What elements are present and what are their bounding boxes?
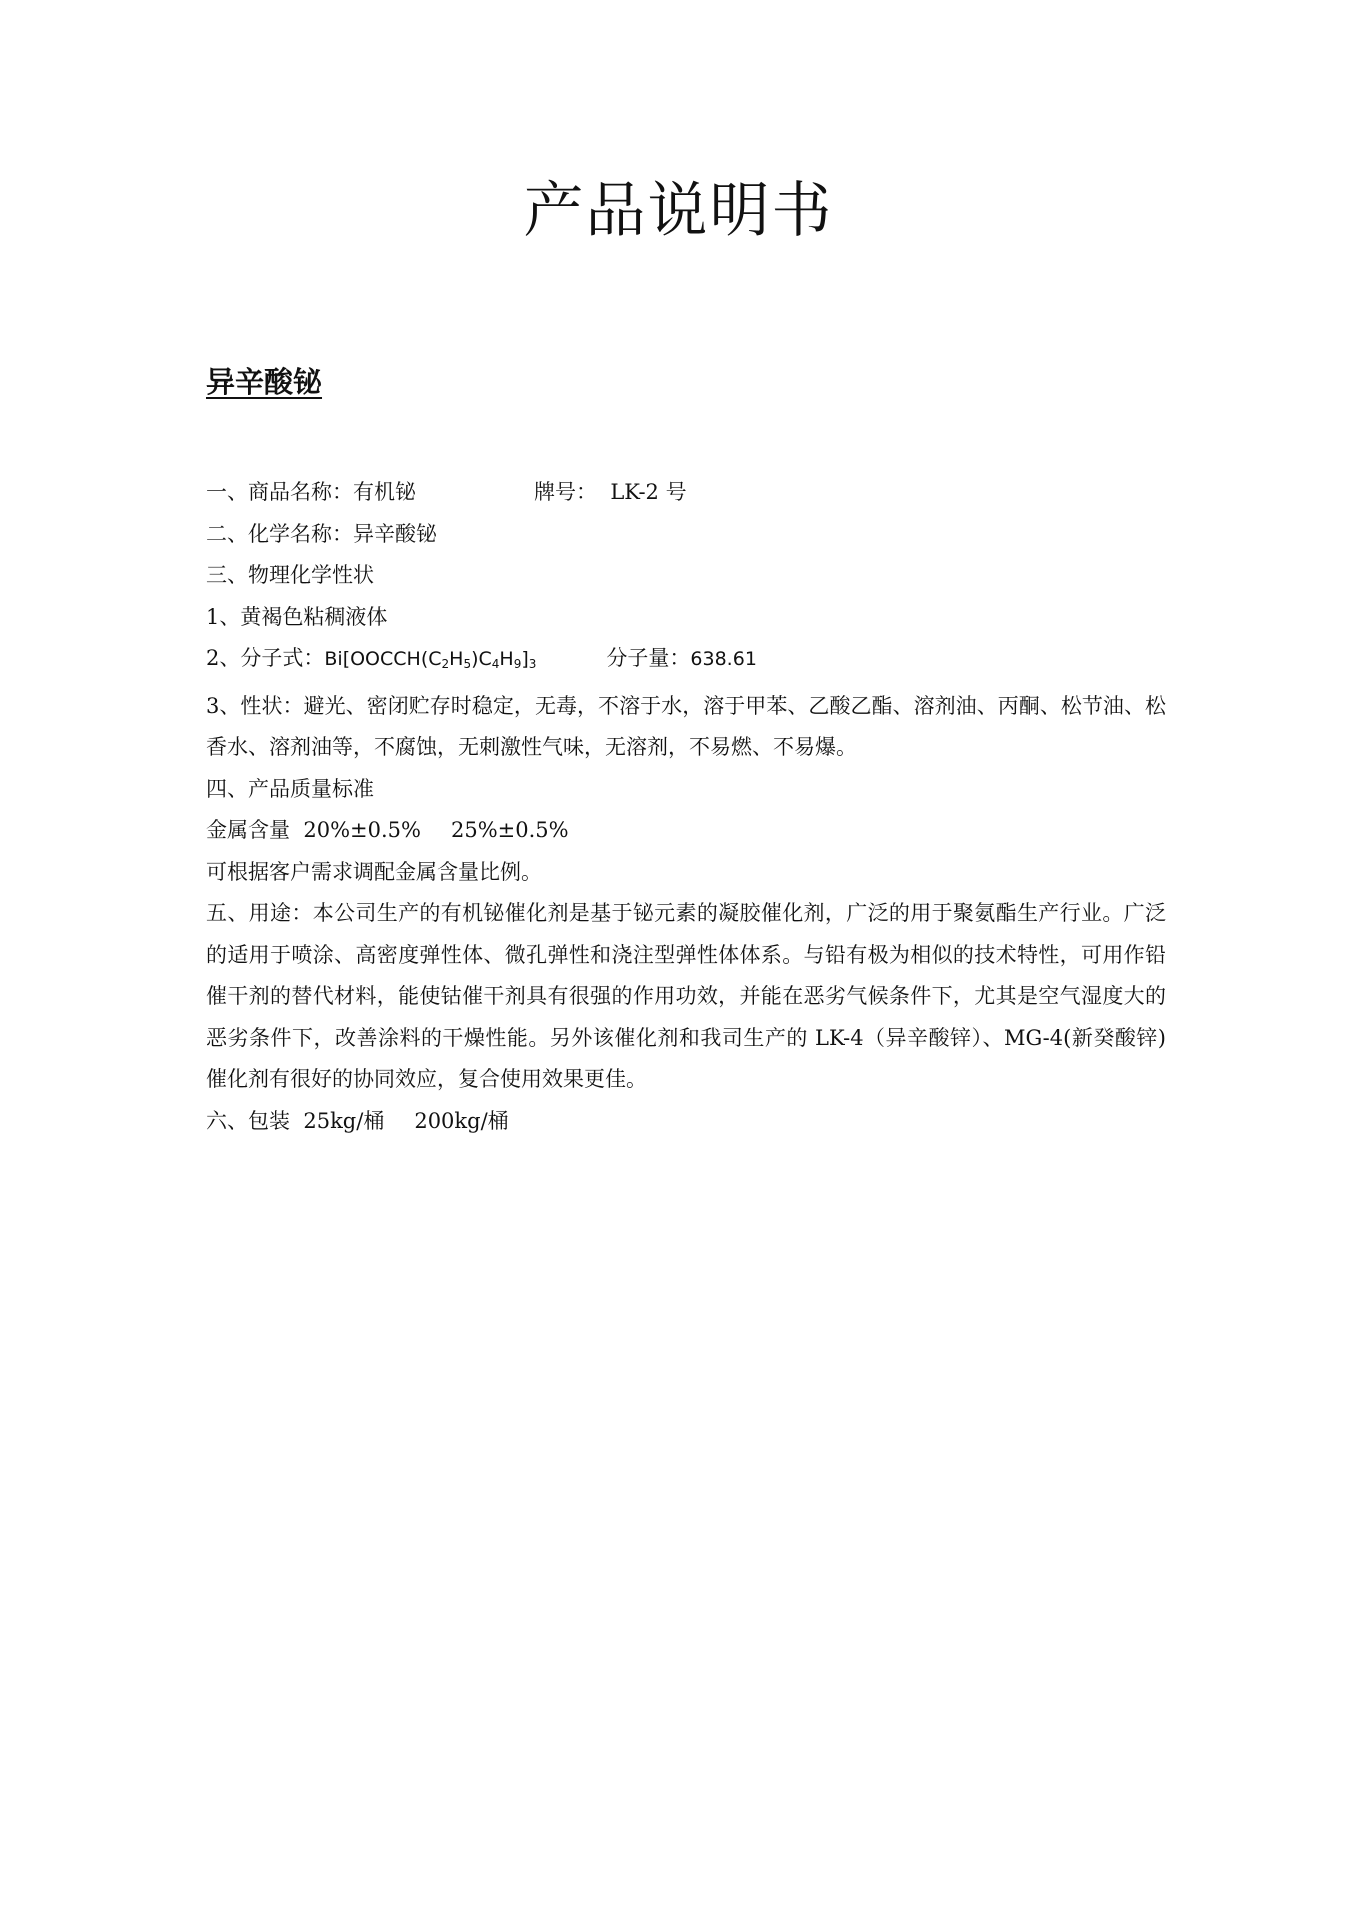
brand-label: 牌号： <box>534 480 597 504</box>
packaging-line <box>206 1101 1166 1143</box>
molecular-weight-label: 分子量： <box>606 646 691 670</box>
metal-content-note: 可根据客户需求调配金属含量比例。 <box>206 859 542 884</box>
formula-label: 2、分子式： <box>206 646 325 670</box>
metal-content-value-2: 25%±0.5% <box>450 818 569 842</box>
metal-content-label: 金属含量 <box>206 818 290 842</box>
appearance-line: 1、黄褐色粘稠液体 <box>206 604 388 629</box>
molecular-formula: $Bi[OOCCH(C_2H_5)C_4H_9]_3$ <box>324 648 537 671</box>
trade-name-line <box>206 472 1166 514</box>
properties-description: 3、性状：避光、密闭贮存时稳定，无毒，不溶于水，溶于甲苯、乙酸乙酯、溶剂油、丙酮、松节油、松香水、溶剂油等，不腐蚀，无刺激性气味，无溶剂，不易燃、不易爆。 <box>206 693 1166 759</box>
molecular-weight-value: 638.61 <box>690 648 757 670</box>
document-body <box>206 472 1166 1142</box>
metal-content-value-1: 20%±0.5% <box>303 818 421 842</box>
properties-heading: 三、物理化学性状 <box>206 563 374 587</box>
packaging-label: 六、包装 <box>206 1108 290 1133</box>
packaging-option-2: 200kg/桶 <box>414 1108 509 1133</box>
metal-content-line <box>206 810 1166 852</box>
packaging-option-1: 25kg/桶 <box>303 1108 385 1133</box>
formula-line <box>206 638 1166 686</box>
document-title: 产品说明书 <box>523 176 834 246</box>
chemical-name-line: 二、化学名称：异辛酸铋 <box>206 521 437 546</box>
trade-name-label: 一、商品名称：有机铋 <box>206 480 416 504</box>
brand-value: LK-2 号 <box>610 480 687 504</box>
quality-standard-heading: 四、产品质量标准 <box>206 776 374 801</box>
product-name-heading: 异辛酸铋 <box>206 365 323 399</box>
usage-description: 五、用途：本公司生产的有机铋催化剂是基于铋元素的凝胶催化剂，广泛的用于聚氨酯生产行业。广泛的适用于喷涂、高密度弹性体、微孔弹性和浇注型弹性体体系。与铅有极为相似的技术特性，可用作铅催干剂的替代材料，能使钴催干剂具有很强的作用功效，并能在恶劣气候条件下，尤其是空气湿度大的恶劣条件下，改善涂料的干燥性能。另外该催化剂和我司生产的 LK-4（异辛酸锌）、MG-4(新癸酸锌)催化剂有很好的协同效应，复合使用效果更佳。 <box>206 901 1166 1091</box>
